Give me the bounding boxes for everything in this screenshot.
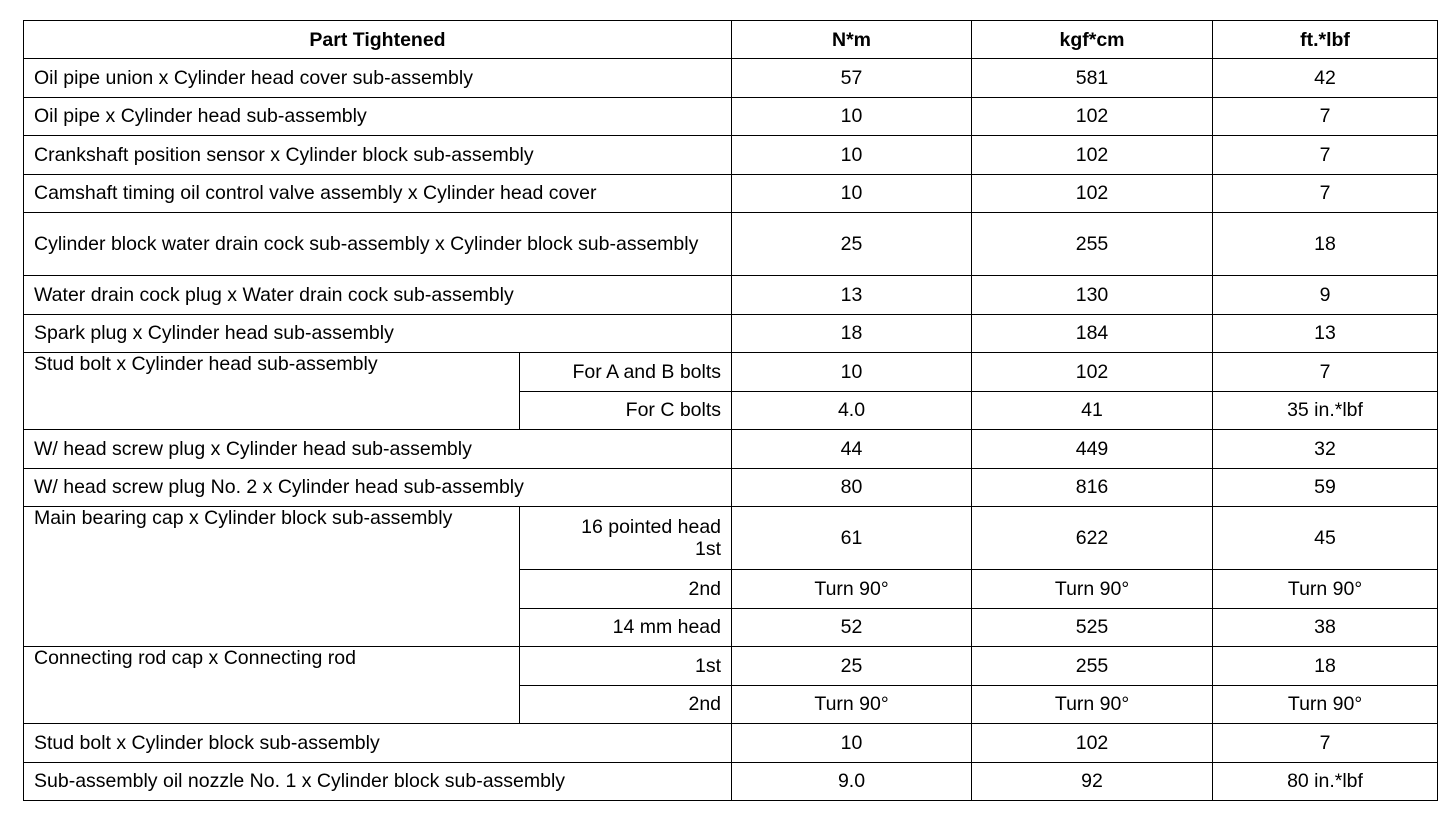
nm-cell: 4.0 bbox=[732, 391, 972, 430]
table-row bbox=[24, 276, 1438, 315]
kgf-cell: 622 bbox=[972, 507, 1213, 570]
table-row bbox=[24, 762, 1438, 801]
header-ft-lbf: ft.*lbf bbox=[1213, 21, 1438, 59]
torque-specification-table bbox=[23, 20, 1438, 801]
table-row bbox=[24, 430, 1438, 469]
table-row bbox=[24, 314, 1438, 353]
kgf-cell: 102 bbox=[972, 724, 1213, 763]
part-cell: Sub-assembly oil nozzle No. 1 x Cylinder block sub-assembly bbox=[24, 762, 732, 801]
part-cell: Camshaft timing oil control valve assembly x Cylinder head cover bbox=[24, 174, 732, 213]
ftlbf-cell: Turn 90° bbox=[1213, 570, 1438, 609]
kgf-cell: 102 bbox=[972, 136, 1213, 175]
nm-cell: Turn 90° bbox=[732, 570, 972, 609]
nm-cell: 44 bbox=[732, 430, 972, 469]
kgf-cell: 816 bbox=[972, 468, 1213, 507]
table-row bbox=[24, 174, 1438, 213]
part-cell: Water drain cock plug x Water drain cock sub-assembly bbox=[24, 276, 732, 315]
part-cell: Cylinder block water drain cock sub-assembly x Cylinder block sub-assembly bbox=[24, 213, 732, 276]
kgf-cell: 102 bbox=[972, 97, 1213, 136]
kgf-cell: 102 bbox=[972, 353, 1213, 392]
ftlbf-cell: 32 bbox=[1213, 430, 1438, 469]
ftlbf-cell: 18 bbox=[1213, 647, 1438, 686]
nm-cell: 25 bbox=[732, 647, 972, 686]
part-cell: Connecting rod cap x Connecting rod bbox=[24, 647, 520, 724]
ftlbf-cell: 7 bbox=[1213, 724, 1438, 763]
nm-cell: 57 bbox=[732, 59, 972, 98]
nm-cell: 9.0 bbox=[732, 762, 972, 801]
kgf-cell: Turn 90° bbox=[972, 685, 1213, 724]
part-cell: Oil pipe x Cylinder head sub-assembly bbox=[24, 97, 732, 136]
ftlbf-cell: 7 bbox=[1213, 353, 1438, 392]
nm-cell: 80 bbox=[732, 468, 972, 507]
table-row bbox=[24, 59, 1438, 98]
nm-cell: 10 bbox=[732, 353, 972, 392]
header-kgf-cm: kgf*cm bbox=[972, 21, 1213, 59]
kgf-cell: 41 bbox=[972, 391, 1213, 430]
kgf-cell: 255 bbox=[972, 647, 1213, 686]
nm-cell: 10 bbox=[732, 174, 972, 213]
table-row bbox=[24, 136, 1438, 175]
nm-cell: 10 bbox=[732, 97, 972, 136]
kgf-cell: 184 bbox=[972, 314, 1213, 353]
kgf-cell: 102 bbox=[972, 174, 1213, 213]
ftlbf-cell: 7 bbox=[1213, 97, 1438, 136]
kgf-cell: Turn 90° bbox=[972, 570, 1213, 609]
ftlbf-cell: 42 bbox=[1213, 59, 1438, 98]
header-nm: N*m bbox=[732, 21, 972, 59]
ftlbf-cell: 18 bbox=[1213, 213, 1438, 276]
table-row bbox=[24, 213, 1438, 276]
nm-cell: 13 bbox=[732, 276, 972, 315]
part-cell: W/ head screw plug x Cylinder head sub-assembly bbox=[24, 430, 732, 469]
nm-cell: 10 bbox=[732, 136, 972, 175]
header-row bbox=[24, 21, 1438, 59]
kgf-cell: 92 bbox=[972, 762, 1213, 801]
part-cell: Main bearing cap x Cylinder block sub-assembly bbox=[24, 507, 520, 647]
nm-cell: 18 bbox=[732, 314, 972, 353]
condition-cell: 14 mm head bbox=[520, 608, 732, 647]
table-row bbox=[24, 724, 1438, 763]
part-cell: Stud bolt x Cylinder block sub-assembly bbox=[24, 724, 732, 763]
part-cell: Oil pipe union x Cylinder head cover sub-assembly bbox=[24, 59, 732, 98]
ftlbf-cell: 9 bbox=[1213, 276, 1438, 315]
part-cell: W/ head screw plug No. 2 x Cylinder head sub-assembly bbox=[24, 468, 732, 507]
kgf-cell: 255 bbox=[972, 213, 1213, 276]
kgf-cell: 449 bbox=[972, 430, 1213, 469]
ftlbf-cell: 13 bbox=[1213, 314, 1438, 353]
nm-cell: Turn 90° bbox=[732, 685, 972, 724]
condition-cell: For C bolts bbox=[520, 391, 732, 430]
condition-cell: For A and B bolts bbox=[520, 353, 732, 392]
kgf-cell: 581 bbox=[972, 59, 1213, 98]
kgf-cell: 130 bbox=[972, 276, 1213, 315]
condition-cell: 1st bbox=[520, 647, 732, 686]
part-cell: Spark plug x Cylinder head sub-assembly bbox=[24, 314, 732, 353]
nm-cell: 61 bbox=[732, 507, 972, 570]
nm-cell: 10 bbox=[732, 724, 972, 763]
condition-cell: 16 pointed head 1st bbox=[520, 507, 732, 570]
kgf-cell: 525 bbox=[972, 608, 1213, 647]
table-row bbox=[24, 507, 1438, 570]
table-row bbox=[24, 97, 1438, 136]
ftlbf-cell: 35 in.*lbf bbox=[1213, 391, 1438, 430]
part-cell: Crankshaft position sensor x Cylinder block sub-assembly bbox=[24, 136, 732, 175]
ftlbf-cell: 38 bbox=[1213, 608, 1438, 647]
ftlbf-cell: 7 bbox=[1213, 136, 1438, 175]
ftlbf-cell: Turn 90° bbox=[1213, 685, 1438, 724]
part-cell: Stud bolt x Cylinder head sub-assembly bbox=[24, 353, 520, 430]
ftlbf-cell: 80 in.*lbf bbox=[1213, 762, 1438, 801]
table-row bbox=[24, 647, 1438, 686]
header-part-tightened: Part Tightened bbox=[24, 21, 732, 59]
ftlbf-cell: 7 bbox=[1213, 174, 1438, 213]
condition-cell: 2nd bbox=[520, 570, 732, 609]
table-row bbox=[24, 353, 1438, 392]
table-row bbox=[24, 468, 1438, 507]
nm-cell: 52 bbox=[732, 608, 972, 647]
condition-cell: 2nd bbox=[520, 685, 732, 724]
nm-cell: 25 bbox=[732, 213, 972, 276]
ftlbf-cell: 45 bbox=[1213, 507, 1438, 570]
ftlbf-cell: 59 bbox=[1213, 468, 1438, 507]
